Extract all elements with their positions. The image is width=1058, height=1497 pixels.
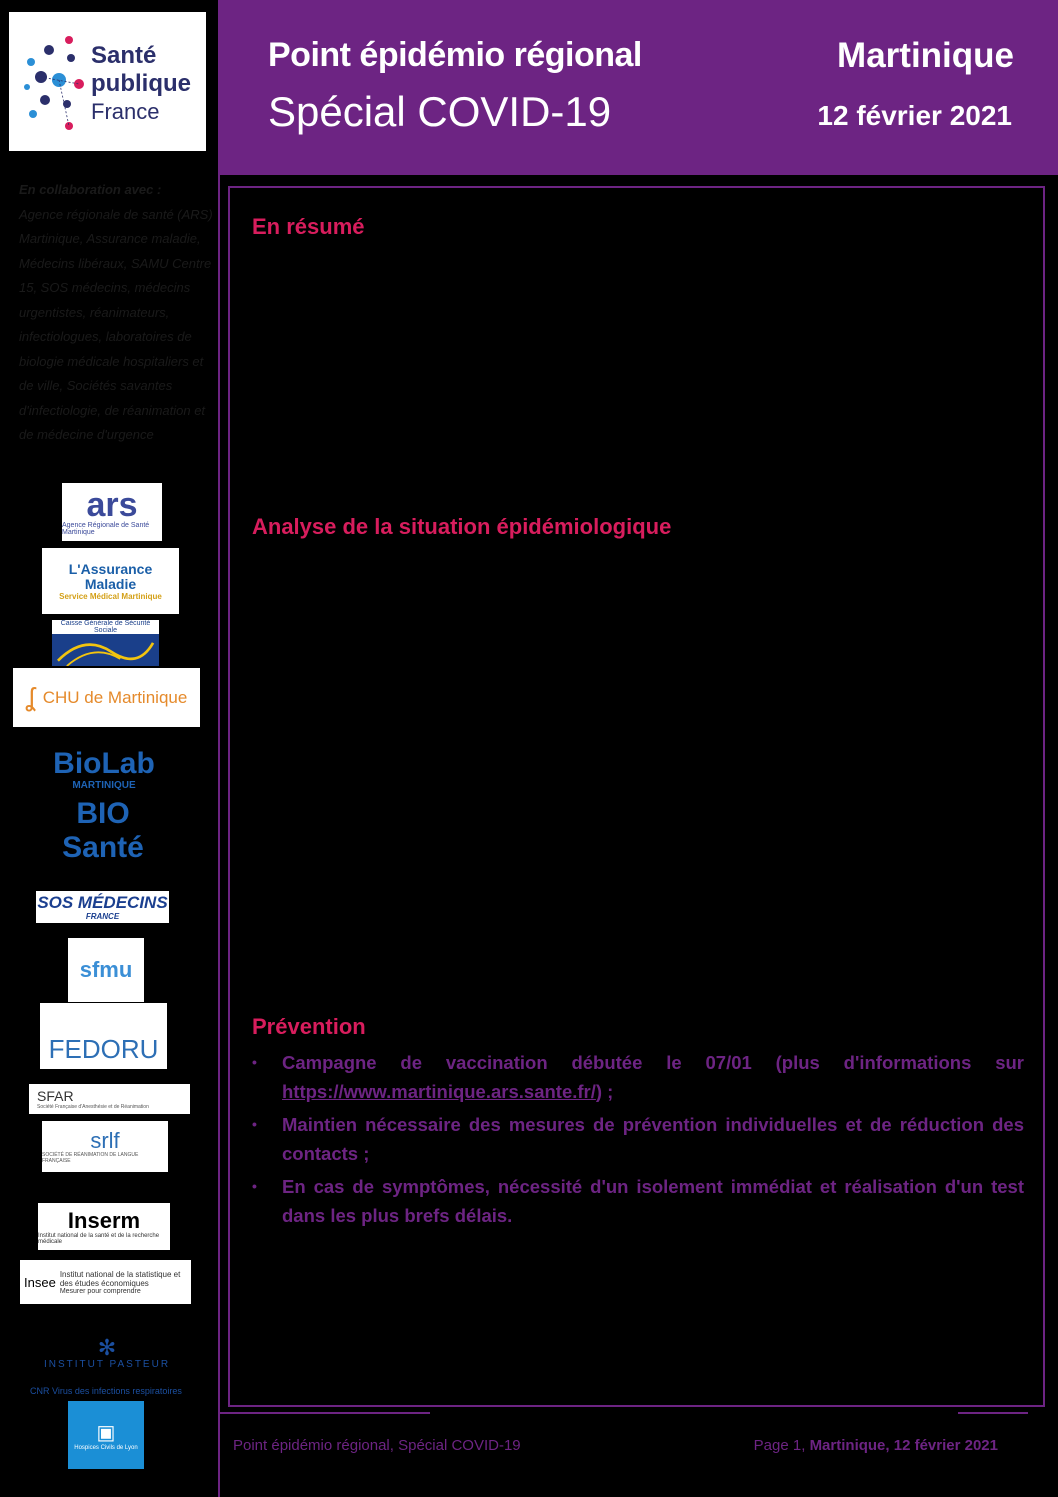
insee-logo-text: Insee xyxy=(24,1274,56,1290)
assurance-logo-text: L'Assurance Maladie xyxy=(68,560,153,592)
sfar-logo-sub: Société Française d'Anesthésie et de Réanimation xyxy=(37,1104,149,1110)
fedoru-logo xyxy=(40,1003,167,1069)
prevention-list xyxy=(250,1048,1024,1234)
insee-logo-tag: Mesurer pour comprendre xyxy=(59,1287,141,1295)
inserm-logo-sub: Institut national de la santé et de la recherche médicale xyxy=(38,1232,160,1245)
sante-publique-france-logo xyxy=(9,12,206,151)
srlf-logo-sub: SOCIÉTÉ DE RÉANIMATION DE LANGUE FRANÇAISE xyxy=(42,1151,139,1164)
sfar-logo xyxy=(29,1084,190,1114)
hcl-logo xyxy=(68,1401,144,1469)
header-title: Point épidémio régional xyxy=(268,36,642,74)
cnr-label: CNR Virus des infections respiratoires xyxy=(30,1386,182,1396)
footer-left-text: Point épidémio régional, Spécial COVID-19 xyxy=(233,1437,521,1454)
biosante-logo xyxy=(36,802,170,860)
content-box xyxy=(228,186,1045,1407)
pasteur-logo-text: INSTITUT PASTEUR xyxy=(43,1358,171,1370)
prevention-item: • Maintien nécessaire des mesures de prévention individuelles et de réduction des contacts ; xyxy=(250,1110,1024,1168)
sfmu-logo xyxy=(68,938,144,1002)
biolab-logo xyxy=(49,742,159,796)
sos-logo-sub: FRANCE xyxy=(85,911,120,921)
ars-logo xyxy=(62,483,162,541)
collaboration-block xyxy=(19,178,214,448)
prevention-item-1-text: Campagne de vaccination débutée le 07/01 (plus d'informations sur xyxy=(282,1052,1024,1073)
fedoru-logo-text: FEDORU xyxy=(48,1034,159,1064)
spf-dots-icon xyxy=(19,32,89,137)
assurance-logo-sub: Service Médical Martinique xyxy=(59,591,162,601)
hcl-emblem-icon: ▣ xyxy=(96,1421,116,1444)
header-subtitle: Spécial COVID-19 xyxy=(268,88,612,135)
ars-logo-text: ars xyxy=(86,486,138,524)
chu-logo-text: CHU de Martinique xyxy=(42,687,188,707)
assurance-maladie-logo xyxy=(42,548,179,614)
header-region: Martinique xyxy=(837,36,1014,75)
institut-pasteur-logo xyxy=(28,1328,186,1378)
chu-figure-icon: ʆ xyxy=(25,682,35,712)
chu-martinique-logo xyxy=(13,668,200,727)
prevention-heading: Prévention xyxy=(252,1014,366,1039)
hcl-logo-text: Hospices Civils de Lyon xyxy=(74,1444,138,1451)
inserm-logo xyxy=(38,1203,170,1250)
insee-logo xyxy=(20,1260,191,1304)
prevention-item: • En cas de symptômes, nécessité d'un isolement immédiat et réalisation d'un test dans les plus brefs délais. xyxy=(250,1172,1024,1230)
collaboration-heading: En collaboration avec : xyxy=(19,182,162,197)
prevention-item xyxy=(250,1048,1024,1106)
footer-right-text xyxy=(754,1437,998,1454)
footer-rule-left xyxy=(220,1412,430,1414)
sidebar xyxy=(0,0,218,1497)
footer-page-number: Page 1, xyxy=(753,1437,810,1454)
ars-martinique-link[interactable]: https://www.martinique.ars.sante.fr/ xyxy=(282,1081,596,1102)
spf-line2: publique xyxy=(91,70,191,97)
page-header xyxy=(220,0,1058,175)
footer-region-date: Martinique, 12 février 2021 xyxy=(809,1437,998,1454)
cgss-logo xyxy=(52,620,159,666)
pasteur-emblem-icon: ✻ xyxy=(97,1334,117,1360)
prevention-item-1-end: ) ; xyxy=(595,1081,614,1102)
sos-medecins-logo xyxy=(36,891,169,923)
ars-logo-sub: Agence Régionale de Santé Martinique xyxy=(62,522,150,536)
sos-logo-text: SOS MÉDECINS xyxy=(37,892,168,912)
cgss-wave-icon xyxy=(52,634,159,666)
footer-rule-right xyxy=(958,1412,1028,1414)
spf-line3: France xyxy=(91,99,160,124)
srlf-logo-text: srlf xyxy=(90,1127,120,1153)
cgss-logo-text: Caisse Générale de Sécurité Sociale xyxy=(52,620,159,634)
analysis-heading: Analyse de la situation épidémiologique xyxy=(252,514,672,539)
biolab-logo-sub: MARTINIQUE xyxy=(72,779,136,791)
summary-heading: En résumé xyxy=(252,214,365,239)
biosante-logo-text: BIO Santé xyxy=(62,802,144,860)
inserm-logo-text: Inserm xyxy=(67,1207,141,1233)
collaboration-text: Agence régionale de santé (ARS) Martinique, Assurance maladie, Médecins libéraux, SAMU Centre 15, SOS médecins, médecins urgentistes, réanimateurs, infectiologues, laboratoires de biologie médicale hospitaliers et de ville, Sociétés savantes d'infectiologie, de réanimation et de médecine d'urgence xyxy=(19,206,213,442)
insee-logo-sub: Institut national de la statistique et des études économiques xyxy=(59,1269,181,1288)
sfar-logo-text: SFAR xyxy=(37,1088,74,1104)
sidebar-divider xyxy=(218,0,220,1497)
spf-line1: Santé xyxy=(91,42,157,69)
header-date: 12 février 2021 xyxy=(817,100,1012,131)
srlf-logo xyxy=(42,1121,168,1172)
sfmu-logo-text: sfmu xyxy=(79,957,133,982)
biolab-logo-text: BioLab xyxy=(53,746,155,780)
spf-wordmark xyxy=(91,42,191,126)
